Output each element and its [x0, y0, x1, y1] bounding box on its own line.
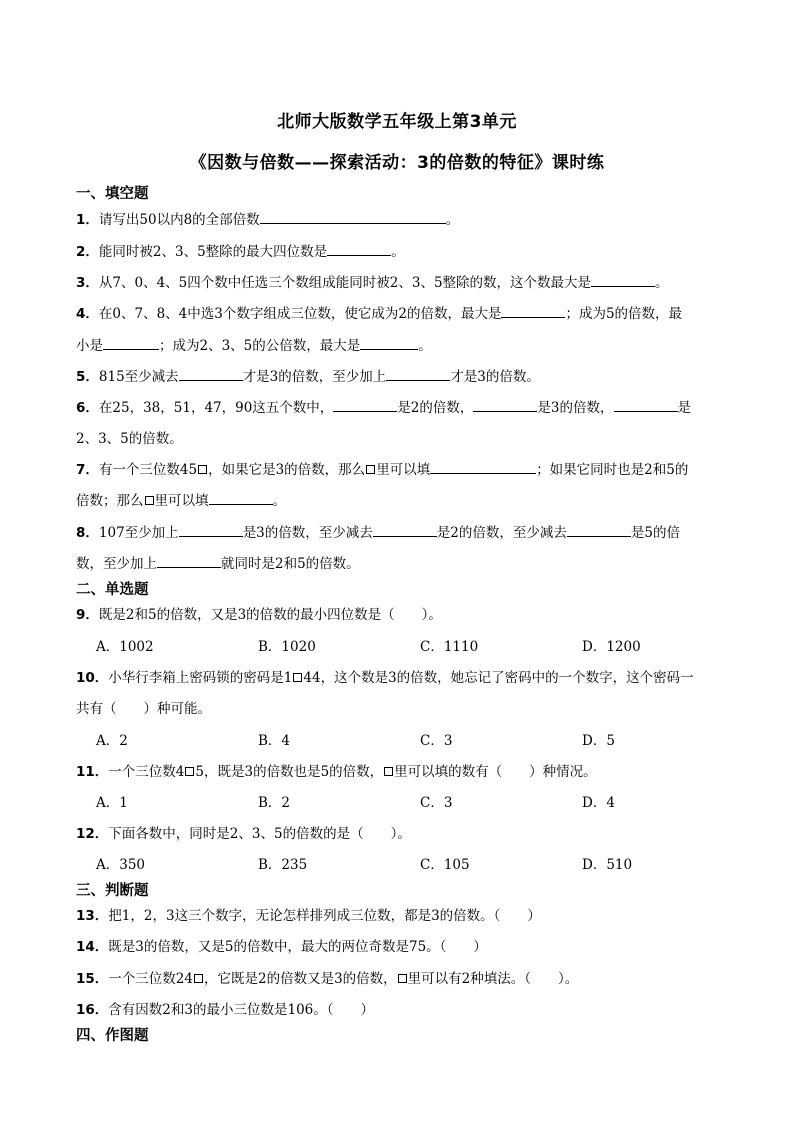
question-text: ；成为2、3、5的公倍数，最大是 — [159, 338, 361, 354]
question-number: 7． — [76, 462, 99, 478]
option-a[interactable]: A．1002 — [96, 639, 154, 655]
question-text: 既是3的倍数，又是5的倍数中，最大的两位奇数是75。（ ） — [108, 939, 487, 955]
box-placeholder-icon — [198, 465, 207, 474]
question-3 — [76, 271, 669, 291]
box-placeholder-icon — [194, 974, 203, 983]
question-text: 在25，38，51，47，90这五个数中， — [98, 400, 334, 416]
question-number: 3． — [76, 275, 99, 291]
section-single-choice: 二、单选题 — [76, 582, 149, 598]
question-4 — [76, 302, 682, 322]
question-2 — [76, 240, 405, 260]
question-15 — [76, 967, 578, 987]
box-placeholder-icon — [384, 767, 393, 776]
question-text: 是5的倍 — [630, 525, 680, 541]
question-text: 一个三位数4 — [108, 764, 185, 780]
question-text: 里可以填 — [154, 493, 209, 509]
box-placeholder-icon — [398, 974, 407, 983]
box-placeholder-icon — [185, 767, 194, 776]
answer-blank[interactable] — [373, 522, 437, 537]
section-drawing: 四、作图题 — [76, 1028, 149, 1044]
question-8-cont — [76, 552, 360, 572]
answer-blank[interactable] — [179, 522, 243, 537]
question-text: 是3的倍数， — [537, 400, 614, 416]
question-text: 含有因数2和3的最小三位数是106。（ ） — [108, 1002, 374, 1018]
option-a[interactable]: A．350 — [96, 857, 146, 873]
answer-blank[interactable] — [614, 397, 678, 412]
question-text: 是 — [677, 400, 691, 416]
question-10-cont — [76, 697, 211, 717]
question-text: 是3的倍数，至少减去 — [242, 525, 373, 541]
question-text: 有一个三位数45 — [98, 462, 198, 478]
question-text: 下面各数中，同时是2、3、5的倍数的是（ ）。 — [108, 826, 411, 842]
question-number: 15． — [76, 971, 109, 987]
question-12 — [76, 822, 411, 842]
question-5 — [76, 365, 540, 385]
question-text: 107至少加上 — [98, 525, 179, 541]
option-c[interactable]: C．1110 — [420, 639, 479, 655]
question-number: 10． — [76, 670, 109, 686]
question-text: 数，至少加上 — [76, 556, 157, 572]
option-c[interactable]: C．3 — [420, 795, 453, 811]
question-number: 8． — [76, 525, 99, 541]
option-b[interactable]: B．1020 — [258, 639, 316, 655]
option-c[interactable]: C．105 — [420, 857, 470, 873]
question-text: 倍数；那么 — [76, 493, 144, 509]
question-13 — [76, 904, 541, 924]
question-4-cont — [76, 334, 432, 354]
question-number: 16． — [76, 1002, 109, 1018]
question-number: 5． — [76, 369, 99, 385]
question-text: 。 — [391, 244, 405, 260]
section-true-false: 三、判断题 — [76, 883, 149, 899]
question-6-cont — [76, 427, 183, 447]
question-7-cont — [76, 489, 286, 509]
question-text: ，如果它是3的倍数，那么 — [208, 462, 366, 478]
question-number: 12． — [76, 826, 109, 842]
question-text: 是2的倍数， — [397, 400, 474, 416]
question-number: 9． — [76, 607, 99, 623]
question-7 — [76, 458, 688, 478]
answer-blank[interactable] — [591, 272, 655, 287]
question-14 — [76, 935, 487, 955]
worksheet-title: 北师大版数学五年级上第3单元 — [277, 112, 517, 132]
option-b[interactable]: B．2 — [258, 795, 291, 811]
option-d[interactable]: D．4 — [582, 795, 615, 811]
box-placeholder-icon — [366, 465, 375, 474]
option-b[interactable]: B．235 — [258, 857, 308, 873]
question-number: 13． — [76, 908, 109, 924]
question-9 — [76, 603, 442, 623]
question-text: 小华行李箱上密码锁的密码是1 — [108, 670, 293, 686]
question-text: 请写出50以内8的全部倍数 — [98, 212, 260, 228]
option-a[interactable]: A．1 — [96, 795, 128, 811]
question-text: ，它既是2的倍数又是3的倍数， — [203, 971, 397, 987]
answer-blank[interactable] — [567, 522, 631, 537]
question-text: 把1，2，3这三个数字，无论怎样排列成三位数，都是3的倍数。（ ） — [108, 908, 541, 924]
question-text: 。 — [445, 212, 460, 228]
question-number: 11． — [76, 764, 109, 780]
question-number: 1． — [76, 212, 99, 228]
question-text: 既是2和5的倍数，又是3的倍数的最小四位数是（ ）。 — [98, 607, 442, 623]
question-number: 4． — [76, 306, 99, 322]
option-b[interactable]: B．4 — [258, 733, 291, 749]
answer-blank[interactable] — [386, 366, 450, 381]
question-number: 14． — [76, 939, 109, 955]
question-text: 。 — [418, 338, 432, 354]
question-text: 5，既是3的倍数也是5的倍数， — [195, 764, 384, 780]
section-fill-in: 一、填空题 — [76, 186, 149, 202]
question-number: 6． — [76, 400, 99, 416]
question-text: ；成为5的倍数，最 — [565, 306, 683, 322]
question-text: 共有（ ）种可能。 — [76, 701, 211, 717]
question-text: 就同时是2和5的倍数。 — [221, 556, 360, 572]
question-text: 。 — [655, 275, 669, 291]
question-6 — [76, 396, 691, 416]
question-text: 里可以填的数有（ ）种情况。 — [394, 764, 597, 780]
question-text: 里可以有2种填法。（ ）。 — [407, 971, 579, 987]
question-text: 44，这个数是3的倍数，她忘记了密码中的一个数字，这个密码一 — [303, 670, 694, 686]
question-text: 815至少减去 — [98, 369, 179, 385]
question-text: 一个三位数24 — [108, 971, 193, 987]
answer-blank[interactable] — [103, 335, 159, 350]
question-10 — [76, 666, 694, 686]
question-number: 2． — [76, 244, 99, 260]
option-d[interactable]: D．1200 — [582, 639, 641, 655]
answer-blank[interactable] — [333, 397, 397, 412]
question-text: 从7、0、4、5四个数中任选三个数组成能同时被2、3、5整除的数，这个数最大是 — [98, 275, 592, 291]
answer-blank[interactable] — [260, 209, 446, 224]
option-a[interactable]: A．2 — [96, 733, 128, 749]
question-text: 是2的倍数，至少减去 — [436, 525, 567, 541]
option-d[interactable]: D．5 — [582, 733, 615, 749]
question-1 — [76, 208, 459, 228]
question-8 — [76, 521, 680, 541]
question-text: 小是 — [76, 338, 103, 354]
question-text: 才是3的倍数。 — [450, 369, 540, 385]
question-text: 2、3、5的倍数。 — [76, 431, 183, 447]
box-placeholder-icon — [293, 673, 302, 682]
box-placeholder-icon — [145, 496, 154, 505]
option-c[interactable]: C．3 — [420, 733, 453, 749]
question-16 — [76, 998, 374, 1018]
answer-blank[interactable] — [501, 303, 565, 318]
answer-blank[interactable] — [327, 241, 391, 256]
answer-blank[interactable] — [473, 397, 537, 412]
answer-blank[interactable] — [209, 490, 273, 505]
question-11 — [76, 760, 597, 780]
question-text: 能同时被2、3、5整除的最大四位数是 — [98, 244, 328, 260]
question-text: 里可以填 — [376, 462, 431, 478]
option-d[interactable]: D．510 — [582, 857, 633, 873]
worksheet-subtitle: 《因数与倍数——探索活动：3的倍数的特征》课时练 — [189, 153, 605, 173]
answer-blank[interactable] — [360, 335, 418, 350]
question-text: 。 — [272, 493, 286, 509]
question-text: 才是3的倍数，至少加上 — [242, 369, 387, 385]
answer-blank[interactable] — [179, 366, 243, 381]
question-text: 在0、7、8、4中选3个数字组成三位数，使它成为2的倍数，最大是 — [98, 306, 502, 322]
question-text: ；如果它同时也是2和5的 — [536, 462, 689, 478]
answer-blank[interactable] — [157, 553, 221, 568]
answer-blank[interactable] — [430, 459, 536, 474]
